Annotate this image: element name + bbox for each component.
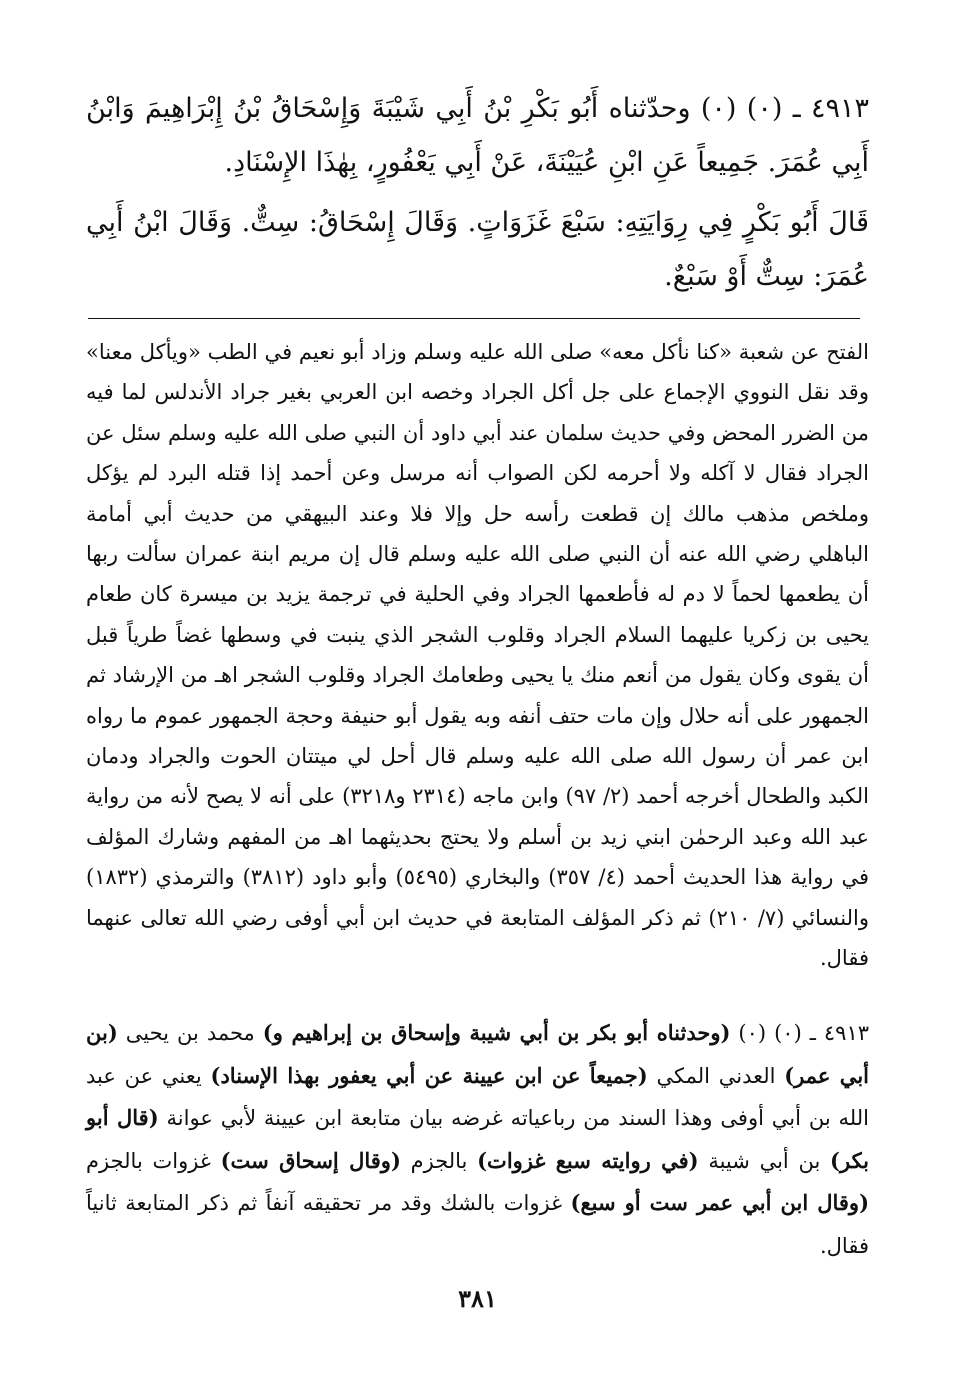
- footnote-text: الفتح عن شعبة «كنا نأكل معه» صلى الله عليه وسلم وزاد أبو نعيم في الطب «ويأكل معنا» وقد نقل النووي الإجماع على جل أكل الجراد وخصه ابن العربي بغير جراد الأندلس لما فيه من الضرر المحض وفي حديث سلمان عند أبي داود أن النبي صلى الله عليه وسلم سئل عن الجراد فقال لا آكله ولا أحرمه لكن الصواب أنه مرسل وعن أحمد إذا قتله البرد لم يؤكل وملخص مذهب مالك إن قطعت رأسه حل وإلا فلا وعند البيهقي من حديث أبي أمامة الباهلي رضي الله عنه أن النبي صلى الله عليه وسلم قال إن مريم ابنة عمران سألت ربها أن يطعمها لحماً لا دم له فأطعمها الجراد وفي الحلية في ترجمة يزيد بن ميسرة كان طعام يحيى بن زكريا عليهما السلام الجراد وقلوب الشجر الذي ينبت في وسطها غضاً طرياً قبل أن يقوى وكان يقول من أنعم منك يا يحيى وطعامك الجراد وقلوب الشجر اهـ من الإرشاد ثم الجمهور على أنه حلال وإن مات حتف أنفه وبه يقول أبو حنيفة وحجة الجمهور عموم ما رواه ابن عمر أن رسول الله صلى الله عليه وسلم قال أحل لي ميتتان الحوت والجراد ودمان الكبد والطحال أخرجه أحمد (٢/ ٩٧) وابن ماجه (٢٣١٤ و٣٢١٨) على أنه لا يصح لأنه من رواية عبد الله وعبد الرحمٰن ابني زيد بن أسلم ولا يحتج بحديثهما اهـ من المفهم وشارك المؤلف في رواية هذا الحديث أحمد (٤/ ٣٥٧) والبخاري (٥٤٩٥) وأبو داود (٣٨١٢) والترمذي (١٨٣٢) والنسائي (٧/ ٢١٠) ثم ذكر المؤلف المتابعة في حديث ابن أبي أوفى رضي الله تعالى عنهما فقال.: [86, 340, 869, 971]
- commentary-text: غزوات بالشك وقد مر تحقيقه آنفاً ثم ذكر المتابعة ثانياً فقال.: [86, 1191, 869, 1258]
- commentary-text: يعني عن عبد الله بن أبي أوفى وهذا السند من رباعياته غرضه بيان متابعة ابن عيينة لأبي عوانة: [86, 1063, 869, 1130]
- commentary-paragraph: [86, 1012, 869, 1267]
- commentary-quote: (جميعاً عن ابن عيينة عن أبي يعفور بهذا الإسناد): [210, 1062, 648, 1088]
- commentary-quote: (وحدثناه أبو بكر بن أبي شيبة وإسحاق بن إبراهيم و): [262, 1020, 731, 1045]
- page-number: ٣٨١: [458, 1284, 497, 1313]
- commentary-text: العدني المكي: [647, 1063, 785, 1088]
- commentary-text: بن أبي شيبة: [698, 1148, 831, 1173]
- commentary-quote: (وقال ابن أبي عمر ست أو سبع): [570, 1190, 870, 1215]
- commentary-text: غزوات بالجزم: [86, 1148, 221, 1173]
- commentary-text: محمد بن يحيى: [117, 1021, 263, 1045]
- commentary-quote: (بن أبي عمر): [86, 1020, 869, 1088]
- commentary-quote: (في روايته سبع غزوات): [477, 1147, 699, 1173]
- commentary: [86, 1012, 869, 1267]
- commentary-quote: (وقال إسحاق ست): [220, 1147, 401, 1173]
- commentary-text: بالجزم: [400, 1148, 478, 1173]
- footnote-divider: [88, 318, 860, 319]
- footnote: [86, 332, 869, 979]
- hadith-matn: قَالَ أَبُو بَكْرٍ فِي رِوَايَتِهِ: سَبْعَ غَزَوَاتٍ. وَقَالَ إِسْحَاقُ: سِتٌّ. وَقَالَ ابْنُ أَبِي عُمَرَ: سِتٌّ أَوْ سَبْعٌ.: [86, 207, 869, 292]
- commentary-quote: (قال أبو بكر): [86, 1105, 870, 1173]
- commentary-text: ٤٩١٣ ـ (٠) (٠): [730, 1021, 870, 1045]
- hadith-text: [86, 82, 869, 304]
- hadith-isnad: ٤٩١٣ ـ (٠) (٠) وحدّثناه أَبُو بَكْرِ بْنُ أَبِي شَيْبَةَ وَإِسْحَاقُ بْنُ إِبْرَاهِيمَ وَابْنُ أَبِي عُمَرَ. جَمِيعاً عَنِ ابْنِ عُيَيْنَةَ، عَنْ أَبِي يَعْفُورٍ، بِهٰذَا الإِسْنَادِ.: [86, 93, 870, 178]
